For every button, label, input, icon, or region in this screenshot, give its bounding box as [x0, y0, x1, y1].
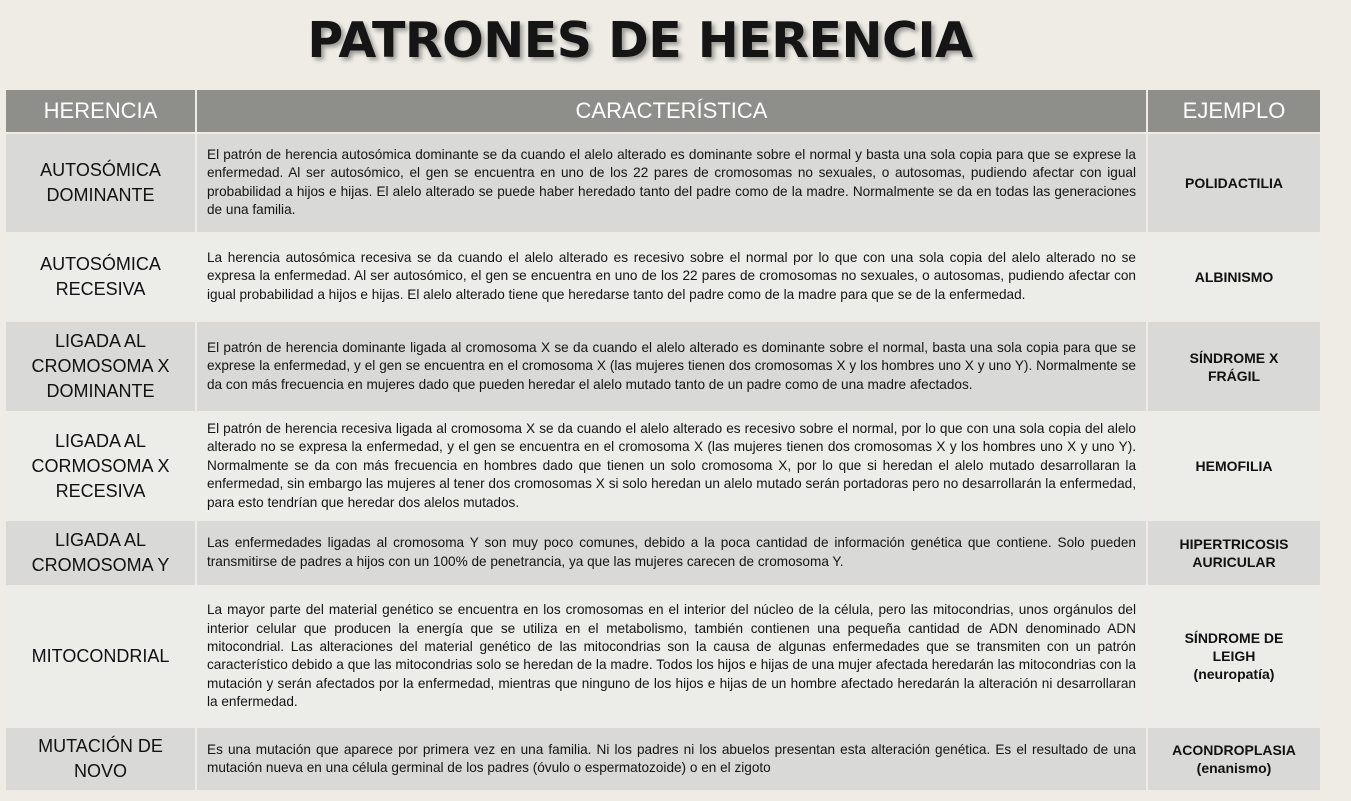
- example: SÍNDROME X FRÁGIL: [1148, 322, 1320, 411]
- example: ALBINISMO: [1148, 234, 1320, 320]
- table-header-row: [6, 90, 1320, 132]
- table-row: [6, 728, 1320, 790]
- description: Es una mutación que aparece por primera vez en una familia. Ni los padres ni los abuelos presentan esta alteración genética. Es el resultado de una mutación nueva en una célula germinal de los padres (óvulo o espermatozoide) o en el zigoto: [197, 728, 1146, 790]
- description: Las enfermedades ligadas al cromosoma Y son muy poco comunes, debido a la poca cantidad de información genética que contiene. Solo pueden transmitirse de padres a hijos con un 100% de penetrancia, ya que las mujeres carecen de cromosoma Y.: [197, 521, 1146, 585]
- header-herencia: HERENCIA: [6, 90, 195, 132]
- example: SÍNDROME DE LEIGH (neuropatía): [1148, 587, 1320, 727]
- header-caracteristica: CARACTERÍSTICA: [197, 90, 1146, 132]
- description: El patrón de herencia recesiva ligada al cromosoma X se da cuando el alelo alterado es recesivo sobre el normal, por lo que con una sola copia del alelo alterado no se expresa la enfermedad, y el gen se encuentra en el cromosoma X (las mujeres tienen dos cromosomas X y los hombres uno X y uno Y). Normalmente se da con más frecuencia en hombres dado que tienen un solo cromosoma X, por lo que si heredan el alelo mutado desarrollaran la enfermedad, sin embargo las mujeres al tener dos cromosomas X si solo heredan un alelo mutado serán portadoras pero no desarrollarán la enfermedad, para esto tendrían que heredar dos alelos mutados.: [197, 413, 1146, 519]
- inheritance-type: LIGADA AL CORMOSOMA X RECESIVA: [6, 413, 195, 519]
- table-row: [6, 322, 1320, 411]
- table-row: [6, 234, 1320, 320]
- inheritance-type: AUTOSÓMICA DOMINANTE: [6, 134, 195, 232]
- description: La herencia autosómica recesiva se da cuando el alelo alterado es recesivo sobre el normal por lo que con una sola copia del alelo alterado no se expresa la enfermedad. Al ser autosómico, el gen se encuentra en uno de los 22 pares de cromosomas no sexuales, o autosomas, pudiendo afectar con igual probabilidad a hijos e hijas. El alelo alterado tiene que heredarse tanto del padre como de la madre para que se de la enfermedad.: [197, 234, 1146, 320]
- header-ejemplo: EJEMPLO: [1148, 90, 1320, 132]
- table-row: [6, 587, 1320, 727]
- table-row: [6, 134, 1320, 232]
- inheritance-type: MUTACIÓN DE NOVO: [6, 728, 195, 790]
- table-row: [6, 521, 1320, 585]
- example: HIPERTRICOSIS AURICULAR: [1148, 521, 1320, 585]
- inheritance-type: AUTOSÓMICA RECESIVA: [6, 234, 195, 320]
- description: La mayor parte del material genético se encuentra en los cromosomas en el interior del núcleo de la célula, pero las mitocondrias, unos orgánulos del interior celular que producen la energía que se utiliza en el metabolismo, también contienen una pequeña cantidad de ADN denominado ADN mitocondrial. Las alteraciones del material genético de las mitocondrias son la causa de algunas enfermedades que se transmiten con un patrón característico debido a que las mitocondrias solo se heredan de la madre. Todos los hijos e hijas de una mujer afectada heredarán las mitocondrias con la mutación y serán afectados por la enfermedad, mientras que ninguno de los hijos e hijas de un hombre afectado heredarán la alteración ni desarrollaran la enfermedad.: [197, 587, 1146, 727]
- example: POLIDACTILIA: [1148, 134, 1320, 232]
- inheritance-type: LIGADA AL CROMOSOMA X DOMINANTE: [6, 322, 195, 411]
- description: El patrón de herencia dominante ligada al cromosoma X se da cuando el alelo alterado es dominante sobre el normal, basta una sola copia para que se exprese la enfermedad, y el gen se encuentra en el cromosoma X (las mujeres tienen dos cromosomas X y los hombres uno X y uno Y). Normalmente se da con más frecuencia en mujeres dado que pueden heredar el alelo mutado tanto de un padre como de una madre afectados.: [197, 322, 1146, 411]
- example: HEMOFILIA: [1148, 413, 1320, 519]
- description: El patrón de herencia autosómica dominante se da cuando el alelo alterado es dominante sobre el normal y basta una sola copia para que se exprese la enfermedad. Al ser autosómico, el gen se encuentra en uno de los 22 pares de cromosomas no sexuales, o autosomas, pudiendo afectar con igual probabilidad a hijos e hijas. El alelo alterado se puede haber heredado tanto del padre como de la madre. Normalmente se da en todas las generaciones de una familia.: [197, 134, 1146, 232]
- table-row: [6, 413, 1320, 519]
- inheritance-type: LIGADA AL CROMOSOMA Y: [6, 521, 195, 585]
- page-title: PATRONES DE HERENCIA: [307, 12, 973, 69]
- example: ACONDROPLASIA (enanismo): [1148, 728, 1320, 790]
- inheritance-type: MITOCONDRIAL: [6, 587, 195, 727]
- inheritance-table: [4, 88, 1322, 792]
